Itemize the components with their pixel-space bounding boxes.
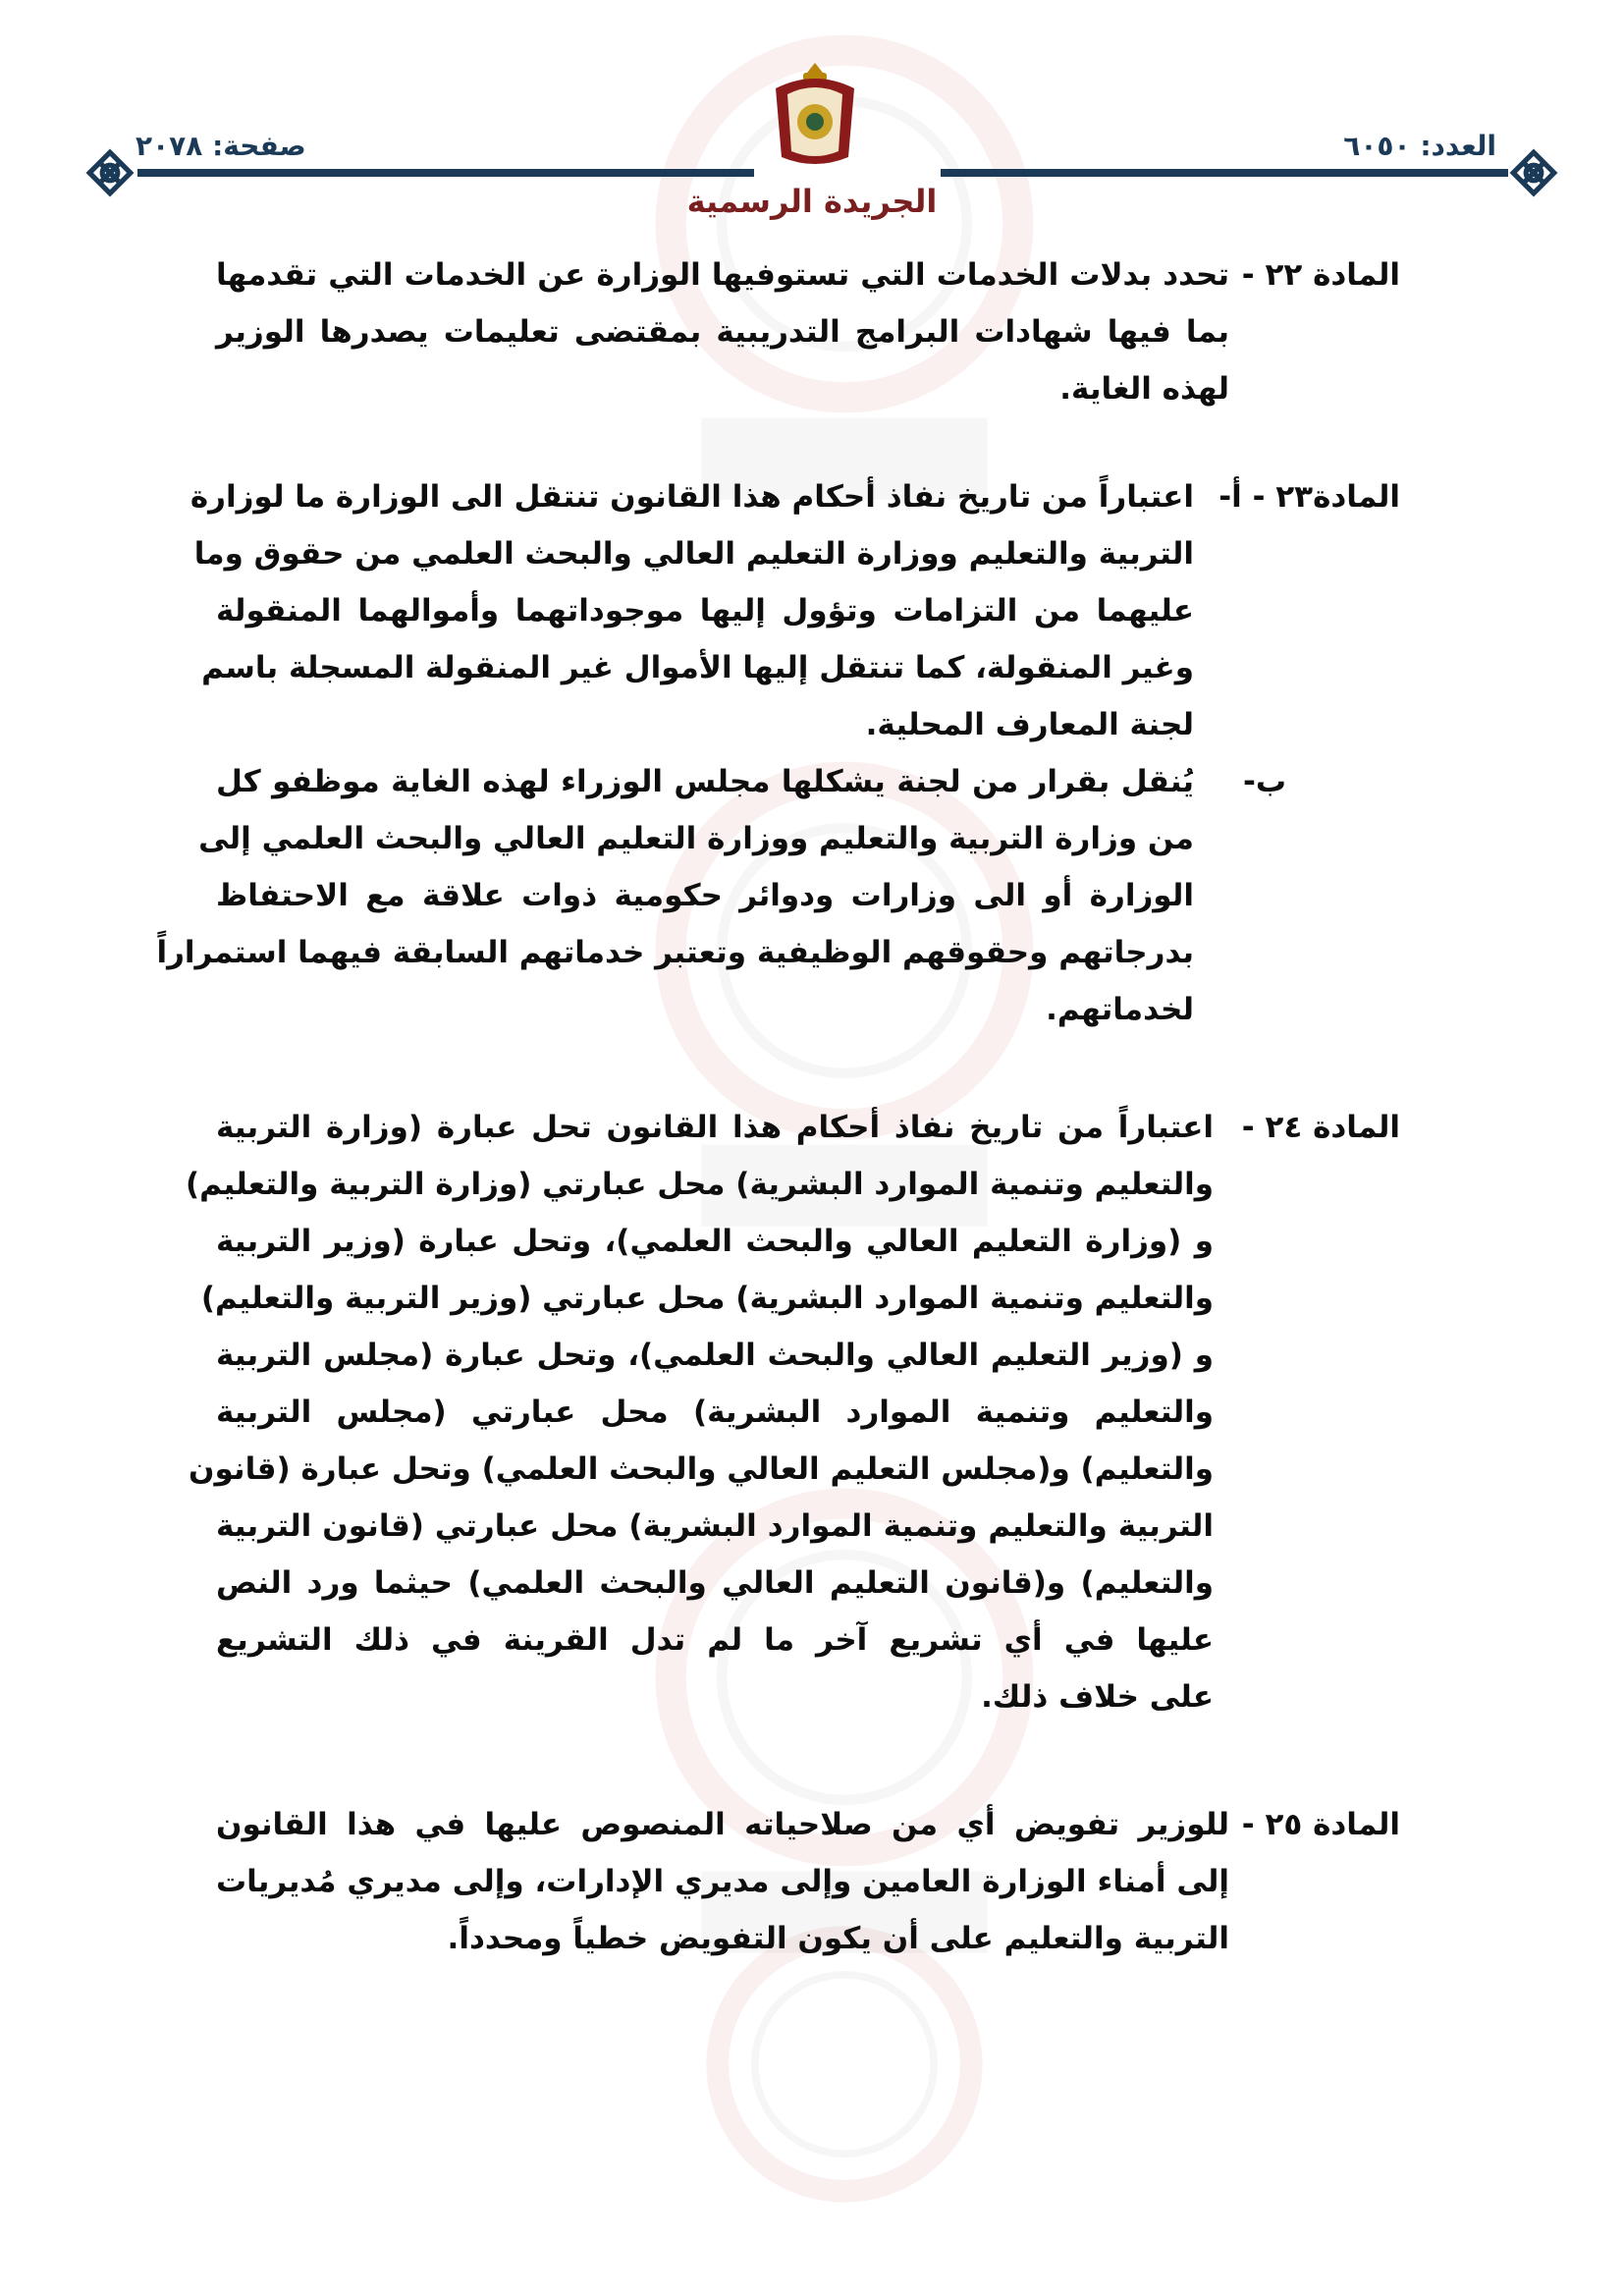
- article-23-label: المادة٢٣ - أ-: [1218, 479, 1400, 515]
- article-24-line: عليها في أي تشريع آخر ما لم تدل القرينة في ذلك التشريع: [216, 1622, 1214, 1658]
- article-24-line: التربية والتعليم وتنمية الموارد البشرية) محل عبارتي (قانون التربية: [216, 1508, 1214, 1544]
- article-23b-line: يُنقل بقرار من لجنة يشكلها مجلس الوزراء لهذه الغاية موظفو كل: [216, 764, 1194, 799]
- article-24-line: و (وزارة التعليم العالي والبحث العلمي)، وتحل عبارة (وزير التربية: [216, 1224, 1214, 1259]
- article-23b-label: ب-: [1242, 764, 1286, 799]
- article-23b-line: لخدماتهم.: [1046, 992, 1194, 1027]
- article-25-line: للوزير تفويض أي من صلاحياته المنصوص عليها في هذا القانون: [216, 1807, 1229, 1842]
- article-24-line: على خلاف ذلك.: [981, 1679, 1214, 1715]
- article-23b-line: بدرجاتهم وحقوقهم الوظيفية وتعتبر خدماتهم السابقة فيهما استمراراً: [156, 935, 1194, 970]
- article-24-line: والتعليم وتنمية الموارد البشرية) محل عبارتي (مجلس التربية: [216, 1394, 1214, 1430]
- header-rule-left: [137, 169, 754, 177]
- knot-ornament-icon: [84, 147, 135, 198]
- article-25-line: إلى أمناء الوزارة العامين وإلى مديري الإدارات، وإلى مديري مُديريات: [216, 1864, 1229, 1899]
- article-24-line: والتعليم وتنمية الموارد البشرية) محل عبارتي (وزارة التربية والتعليم): [185, 1167, 1214, 1202]
- watermark-emblem: [589, 1915, 1100, 2288]
- watermark-emblem: [589, 1473, 1100, 1984]
- article-23b-line: الوزارة أو الى وزارات ودوائر حكومية ذوات علاقة مع الاحتفاظ: [216, 878, 1194, 913]
- article-23a-line: لجنة المعارف المحلية.: [865, 707, 1194, 742]
- header-rule-right: [941, 169, 1508, 177]
- article-25-label: المادة ٢٥ -: [1241, 1807, 1400, 1842]
- article-24-line: اعتباراً من تاريخ نفاذ أحكام هذا القانون تحل عبارة (وزارة التربية: [216, 1110, 1214, 1145]
- royal-crest-icon: [766, 59, 864, 173]
- article-24-label: المادة ٢٤ -: [1241, 1110, 1400, 1145]
- article-25-line: التربية والتعليم على أن يكون التفويض خطياً ومحدداً.: [447, 1921, 1229, 1956]
- article-23a-line: عليهما من التزامات وتؤول إليها موجوداتهما وأموالهما المنقولة: [216, 593, 1194, 629]
- article-22-line: بما فيها شهادات البرامج التدريبية بمقتضى تعليمات يصدرها الوزير: [216, 314, 1229, 350]
- article-23a-line: التربية والتعليم ووزارة التعليم العالي والبحث العلمي من حقوق وما: [193, 536, 1194, 572]
- article-24-line: و (وزير التعليم العالي والبحث العلمي)، وتحل عبارة (مجلس التربية: [216, 1338, 1214, 1373]
- article-24-line: والتعليم) و(قانون التعليم العالي والبحث العلمي) حيثما ورد النص: [216, 1565, 1214, 1601]
- issue-number: العدد: ٦٠٥٠: [1343, 130, 1496, 162]
- article-22-line: لهذه الغاية.: [1059, 371, 1229, 407]
- knot-ornament-icon: [1508, 147, 1559, 198]
- article-22-label: المادة ٢٢ -: [1241, 257, 1400, 293]
- page-number: صفحة: ٢٠٧٨: [135, 130, 306, 162]
- article-24-line: والتعليم وتنمية الموارد البشرية) محل عبارتي (وزير التربية والتعليم): [200, 1281, 1214, 1316]
- article-23a-line: اعتباراً من تاريخ نفاذ أحكام هذا القانون تنتقل الى الوزارة ما لوزارة: [189, 479, 1194, 515]
- article-23b-line: من وزارة التربية والتعليم ووزارة التعليم العالي والبحث العلمي إلى: [198, 821, 1194, 856]
- article-24-line: والتعليم) و(مجلس التعليم العالي والبحث العلمي) وتحل عبارة (قانون: [189, 1451, 1214, 1487]
- article-22-line: تحدد بدلات الخدمات التي تستوفيها الوزارة عن الخدمات التي تقدمها: [216, 257, 1229, 293]
- article-23a-line: وغير المنقولة، كما تنتقل إليها الأموال غير المنقولة المسجلة باسم: [201, 650, 1194, 685]
- gazette-title: الجريدة الرسمية: [686, 183, 938, 220]
